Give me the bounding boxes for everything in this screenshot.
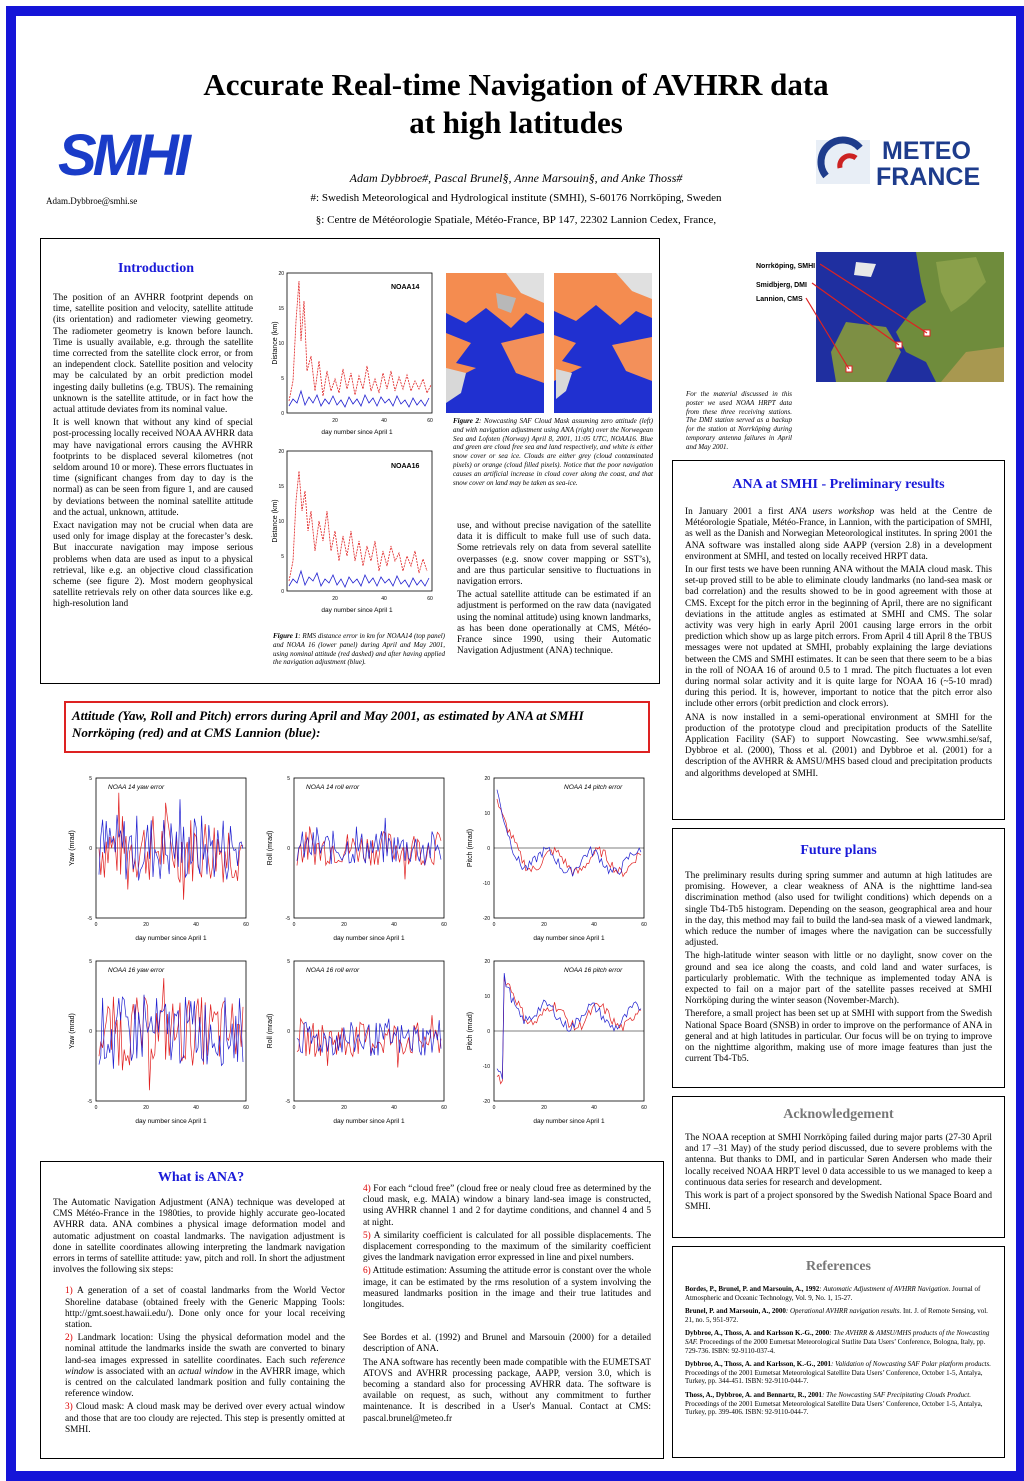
fig1-top-label: NOAA14 xyxy=(391,284,420,291)
panel-xtick: 20 xyxy=(143,922,149,928)
ana-results-text xyxy=(673,493,1004,780)
panel-label: NOAA 14 roll error xyxy=(306,784,360,791)
fig1-caption-text: : RMS distance error in km for NOAA14 (top panel) and NOAA 16 (lower panel) during April and May 2001, using nominal attitude (red dashed) and after having applied the navigation adjustment (blue). xyxy=(273,632,446,667)
reference-source: Int. J. of Remote Sensing, vol. 21, no. 5, 951-972. xyxy=(685,1307,988,1324)
reference-authors: Dybbroe, A., Thoss, A. and Karlsson, K.-G., 2001 xyxy=(685,1360,831,1369)
ana-step-1 xyxy=(53,1286,345,1331)
panel-xtick: 40 xyxy=(391,1105,397,1111)
panel-xlabel: day number since April 1 xyxy=(333,1118,405,1125)
reference-item xyxy=(685,1391,992,1417)
series-smhi-red xyxy=(497,977,641,1083)
panel-xtick: 0 xyxy=(492,1105,496,1111)
reference-title: : Validation of Nowcasting SAF Polar platform products. xyxy=(831,1360,991,1369)
step-text: For each “cloud free” (cloud free or nealy cloud free as determined by the cloud mask, e.g. MAIA) window a binary land-sea image is constructed, using AVHRR channel 1 and 2 for daytime conditions, and channel 4 and 5 at night. xyxy=(363,1184,651,1228)
references-heading: References xyxy=(805,1259,872,1274)
acknowledgement-box xyxy=(672,1096,1005,1238)
attitude-panel xyxy=(467,776,647,942)
ack-paragraph: This work is part of a project sponsored by the Swedish National Space Board and SMHI. xyxy=(685,1191,992,1213)
panel-ylabel: Yaw (mrad) xyxy=(69,1013,76,1049)
what-is-ana-heading: What is ANA? xyxy=(157,1170,245,1185)
panel-xtick: 0 xyxy=(292,1105,296,1111)
fig1-bottom-red-series xyxy=(289,471,427,581)
panel-xlabel: day number since April 1 xyxy=(533,1118,605,1125)
panel-ytick: 10 xyxy=(484,811,490,817)
whatis-paragraph: The ANA software has recently been made compatible with the EUMETSAT ATOVS and AVHRR processing package, AAPP, version 3.0, which is becoming a standard also for processing AVHRR data. The software is available on request, as such, without any commitment to further maintenance. It is described in a User's Manual. Contact at CMS: pascal.brunel@meteo.fr xyxy=(363,1357,651,1424)
panel-xtick: 20 xyxy=(341,922,347,928)
panel-ytick: 20 xyxy=(484,959,490,965)
panel-xtick: 0 xyxy=(492,922,496,928)
panel-ytick: -10 xyxy=(482,1064,490,1070)
panel-xlabel: day number since April 1 xyxy=(135,1118,207,1125)
fig1-ytick: 0 xyxy=(281,411,284,417)
panel-ytick: -10 xyxy=(482,881,490,887)
panel-xlabel: day number since April 1 xyxy=(135,935,207,942)
ana-results-paragraph: ANA is now installed in a semi-operational environment at SMHI for the production of the prototype cloud and precipitation products of the Satellite Application Facility (SAF) to support Nowcasting. See www.smhi.se/saf, Dybbroe et al. (2000), Thoss et al. (2001) and Dybbroe et al. (2001) for a description of the AVHRR & AMSU/MHS based cloud and precipitation products and algorithms developed at SMHI. xyxy=(685,712,992,779)
panel-xtick: 60 xyxy=(243,922,249,928)
panel-xtick: 60 xyxy=(641,922,647,928)
fig1-top-red-series xyxy=(289,281,431,401)
panel-xtick: 40 xyxy=(591,922,597,928)
step-number: 6) xyxy=(363,1266,371,1277)
fig1-ytick: 15 xyxy=(278,484,284,490)
author-list: Adam Dybbroe#, Pascal Brunel§, Anne Marsouin§, and Anke Thoss# xyxy=(349,171,683,185)
what-is-ana-right-column xyxy=(363,1184,651,1427)
panel-ylabel: Roll (mrad) xyxy=(267,1013,274,1049)
attitude-error-charts xyxy=(56,766,666,1136)
ana-step-5 xyxy=(363,1231,651,1265)
fig1-ytick: 5 xyxy=(281,554,284,560)
panel-ytick: 20 xyxy=(484,776,490,782)
panel-ytick: 5 xyxy=(89,959,92,965)
fig1-xtick: 40 xyxy=(381,418,387,424)
references-box xyxy=(672,1246,1005,1458)
ana-step-3 xyxy=(53,1402,345,1436)
panel-xtick: 40 xyxy=(193,1105,199,1111)
panel-xtick: 40 xyxy=(591,1105,597,1111)
panel-ytick: 5 xyxy=(89,776,92,782)
reference-item xyxy=(685,1329,992,1355)
ana-results-heading: ANA at SMHI - Preliminary results xyxy=(732,477,945,492)
reference-authors: Dybbroe, A., Thoss, A. and Karlsson K.-G., 2000 xyxy=(685,1329,830,1338)
panel-xtick: 20 xyxy=(341,1105,347,1111)
reference-authors: Bordes, P., Brunel, P. and Marsouin, A., 1992 xyxy=(685,1285,820,1293)
figure-2-caption xyxy=(453,417,653,487)
smhi-logo: SMHI xyxy=(58,123,187,188)
fig1-top-panel xyxy=(272,271,433,424)
what-is-ana-left-column xyxy=(53,1198,345,1438)
map-caption: For the material discussed in this poster we used NOAA HRPT data from these three receiving stations. The DMI station served as a backup for the station at Norrköping during temporary antenna failures in April and May 2001. xyxy=(686,390,792,451)
step-text: in the AVHRR image, which is centred on the calculated landmark position and fully containing the reference window. xyxy=(65,1366,345,1400)
introduction-heading: Introduction xyxy=(118,261,194,276)
panel-xtick: 0 xyxy=(292,922,296,928)
fig1-bottom-panel xyxy=(272,449,433,602)
ana-p1-workshop: ANA users workshop xyxy=(789,507,875,517)
introduction-text-continued xyxy=(457,521,651,659)
intro-paragraph: Exact navigation may not be crucial when data are used only for image display at the forecaster’s desk. But inaccurate navigation may impose serious problems when data are used as input to a physical retrieval, like e.g. an objective cloud classification scheme (see figure 2). Most modern geophysical satellite retrievals rely on other data sources like e.g. high-resolution land xyxy=(53,521,253,610)
step-text: Cloud mask: A cloud mask may be derived over every actual window and those that are too cloudy are rejected. This step is presently omitted at SMHI. xyxy=(65,1402,345,1435)
intro-paragraph: The actual satellite attitude can be estimated if an adjustment is performed on the raw data (navigated using the nominal attitude) using known landmarks, as has been done operationally at CMS, Météo-France since 1990, using their Automatic Navigation Adjustment (ANA) technique. xyxy=(457,590,651,657)
introduction-text xyxy=(53,293,253,613)
cloud-mask-left-image xyxy=(446,273,544,413)
panel-xlabel: day number since April 1 xyxy=(333,935,405,942)
panel-label: NOAA 14 pitch error xyxy=(564,784,623,791)
fig1-caption-label: Figure 1 xyxy=(273,632,299,640)
panel-xtick: 0 xyxy=(94,922,98,928)
acknowledgement-text xyxy=(673,1123,1004,1213)
whatis-paragraph: The Automatic Navigation Adjustment (ANA) technique was developed at CMS Météo-France in the 1980ties, to provide highly accurate geo-located AVHRR data. ANA combines a physical image deformation model and automatic adjustment on coastal landmarks. The navigation adjustment is done in satellite coordinates allowing interpreting the landmark navigation errors in terms of satellite attitude: yaw, pitch and roll. In short the adjustment involves the following six steps: xyxy=(53,1198,345,1276)
ana-results-paragraph: In our first tests we have been running ANA without the MAIA cloud mask. This set-up proved still to be able to eliminate cloudy landmarks (no land-sea mask or bad correlation) and the results showed to be in good agreement with those at CMS. Except for the pitch error in the beginning of April, there are no significant deviations in the attitude angles as estimated at SMHI and CMS. The solar activity was very high in early April 2001 causing large errors in the orbit prediction which show up as large pitch errors. From April 4 till April 8 the TBUS messages were not updated at SMHI, probably explaining the large deviations between the CMS and SMHI estimates. It can be seen that there seem to be a bias in the roll of NOAA 16 of around 0.5 to 1 mrad. The pitch fluctuates a lot even during normal solar activity and it is quite large for NOAA 16 (~5-10 mrad) during this period. It is, however, important to notice that the pitch error also include other errors (orbit prediction and clock errors). xyxy=(685,565,992,710)
panel-ytick: -20 xyxy=(482,916,490,922)
fig1-ytick: 5 xyxy=(281,376,284,382)
step-text: Attitude estimation: Assuming the attitude error is constant over the whole image, it can be estimated by the rms resolution of a system involving the measured landmarks position in the image and their true latitudes and longitudes. xyxy=(363,1266,651,1311)
intro-paragraph: It is well known that without any kind of special post-processing locally received NOAA AVHRR data may have navigational errors causing the AVHRR footprints to be displaced several kilometres (not seldom around 10 or more). These errors fluctuates in time (significant changes from day to day is the normal) as can be seen from figure 1, and are caused by deviations between the nominal satellite attitude and the actual, unknown, attitude. xyxy=(53,418,253,518)
ana-step-2 xyxy=(53,1333,345,1400)
reference-source: Proceedings of the 2000 Eumetsat Meteorological Statlite Data Users’ Conference, Bologna, Italy, pp. 729-736. ISBN: 92-9110-037-4. xyxy=(685,1337,986,1355)
series-smhi-red xyxy=(297,1015,441,1067)
fig1-ytick: 0 xyxy=(281,589,284,595)
affiliation-smhi: #: Swedish Meteorological and Hydrological institute (SMHI), S-60176 Norrköping, Sweden xyxy=(310,192,722,204)
panel-label: NOAA 16 yaw error xyxy=(108,967,165,974)
panel-ytick: -5 xyxy=(87,916,92,922)
logo-text-france: FRANCE xyxy=(876,163,981,190)
acknowledgement-heading: Acknowledgement xyxy=(783,1107,894,1122)
attitude-heading-box: Attitude (Yaw, Roll and Pitch) errors during April and May 2001, as estimated by ANA at SMHI Norrköping (red) and at CMS Lannion (blue): xyxy=(64,701,650,753)
cloud-mask-right-image xyxy=(554,273,652,413)
ana-p1-end: was held at the Centre de Météorologie Spatiale, Météo-France, in Lannion, with the participation of SMHI, as well as the Danish and Norwegian Meteorological institutes. In spring 2001 the ANA software was installed along side AAPP (version 2.8) in a development environment at SMHI, and tested on locally received HRPT data. xyxy=(685,507,992,562)
map-label-norrkoping: Norrköping, SMHI xyxy=(756,263,816,270)
future-plans-heading: Future plans xyxy=(800,843,877,858)
panel-label: NOAA 14 yaw error xyxy=(108,784,165,791)
reference-authors: Thoss, A., Dybbroe, A. and Bennartz, R., 2001 xyxy=(685,1390,822,1399)
series-cms-blue xyxy=(497,790,641,877)
panel-ylabel: Pitch (mrad) xyxy=(467,1011,474,1051)
fig1-ytick: 20 xyxy=(278,449,284,455)
fig1-xtick: 40 xyxy=(381,596,387,602)
map-label-smidbjerg: Smidbjerg, DMI xyxy=(756,282,807,289)
ana-results-paragraph xyxy=(685,507,992,563)
step-number: 5) xyxy=(363,1230,371,1241)
panel-xlabel: day number since April 1 xyxy=(533,935,605,942)
references-list xyxy=(673,1275,1004,1417)
affiliation-cms: §: Centre de Météorologie Spatiale, Météo-France, BP 147, 22302 Lannion Cedex, France, xyxy=(315,214,717,226)
step-number: 4) xyxy=(363,1184,371,1194)
panel-xtick: 20 xyxy=(143,1105,149,1111)
future-paragraph: The high-latitude winter season with little or no daylight, snow cover on the ground and sea ice along the coasts, and cold land and water surfaces, is particularly problematic. With the technique as implemented today ANA is expected to fail on a major part of the satellite passes received at SMHI Norrköping during the winter season (November-March). xyxy=(685,951,992,1007)
receiving-stations-map xyxy=(736,242,1006,382)
reference-title: : Operational AVHRR navigation results. xyxy=(785,1307,902,1316)
step-text: A similarity coefficient is calculated for all possible displacements. The displacement corresponding to the maximum of the similarity coefficient gives the landmark navigation error expressed in line and pixel numbers. xyxy=(363,1230,651,1264)
panel-xtick: 60 xyxy=(441,922,447,928)
attitude-panel xyxy=(267,776,447,942)
reference-title: : The AVHRR & AMSU/MHS products of the Nowcasting SAF. xyxy=(685,1329,990,1346)
intro-paragraph: The position of an AVHRR footprint depends on time, satellite position and velocity, satellite attitude (its orientation) and radiometer viewing geometry. The radiometer geometry is known before launch. Time is usually available, e.g. through the satellite time corrected from the satellite clock error, or from an independent clock. Satellite position and velocity may be calculated by an orbit prediction model ingesting daily bulletins (e.g. TBUS). The remaining unknown is the satellite attitude, or in fact how the actual attitude deviates from its nominal value. xyxy=(53,293,253,416)
ana-step-6 xyxy=(363,1266,651,1311)
fig1-top-blue-series xyxy=(289,391,429,407)
figure-1-caption xyxy=(273,632,445,667)
figure-2-cloud-mask-images xyxy=(446,273,652,413)
panel-xtick: 60 xyxy=(641,1105,647,1111)
title-line-2: at high latitudes xyxy=(409,105,623,140)
step-number: 3) xyxy=(65,1402,73,1413)
fig1-bottom-label: NOAA16 xyxy=(391,463,420,470)
fig1-xtick: 60 xyxy=(427,418,433,424)
panel-ytick: 0 xyxy=(89,1029,92,1035)
attitude-panel xyxy=(69,959,249,1125)
panel-xtick: 60 xyxy=(243,1105,249,1111)
whatis-paragraph: See Bordes et al. (1992) and Brunel and Marsouin (2000) for a detailed description of ANA. xyxy=(363,1333,651,1355)
step-text: Landmark location: Using the physical deformation model and the nominal attitude the landmarks inside the swath are converted to binary land-sea images expressed in satellite coordinates. Each such xyxy=(65,1333,345,1366)
panel-ytick: 0 xyxy=(89,846,92,852)
fig2-caption-label: Figure 2 xyxy=(453,417,479,425)
attitude-panel xyxy=(69,776,249,942)
figure-1-distance-error xyxy=(267,261,442,631)
panel-ylabel: Pitch (mrad) xyxy=(467,828,474,868)
panel-xtick: 40 xyxy=(193,922,199,928)
fig2-caption-text: : Nowcasting SAF Cloud Mask assuming zero attitude (left) and with navigation adjustment using ANA (right) over the Norwegean Sea and Lofoten (Norway) April 8, 2001, 11:05 UTC, NOAA16. Blue and green are cloud free sea and land respectively, and white is either snow cover or sea ice. Clouds are either grey (cloud contaminated pixels) or orange (cloud filled pixels). Notice that the poor navigation causes an artificial increase in cloud cover along the coast, and that snow cover on land may be taken as sea-ice. xyxy=(453,417,654,487)
future-paragraph: The preliminary results during spring summer and autumn at high latitudes are promising. However, a clear weakness of ANA is the nighttime land-sea discrimination method (also used for twilight conditions) which depends on a single Tb4-Tb5 histogram. Depending on the season, geographical area and hour in the day, this method may fail to build the land-sea mask of a viewed landmark, which reduce the number of images where the navigation can be successfully adjusted. xyxy=(685,871,992,949)
panel-ylabel: Roll (mrad) xyxy=(267,830,274,866)
series-smhi-red xyxy=(99,978,243,1090)
reference-title: : Automatic Adjustment of AVHRR Navigation. xyxy=(819,1285,951,1293)
fig1-xtick: 20 xyxy=(332,596,338,602)
fig1-xtick: 20 xyxy=(332,418,338,424)
fig1-bottom-xlabel: day number since April 1 xyxy=(321,607,393,614)
panel-ytick: 0 xyxy=(287,846,290,852)
what-is-ana-box xyxy=(40,1161,664,1459)
panel-ylabel: Yaw (mrad) xyxy=(69,830,76,866)
fig1-ytick: 20 xyxy=(278,271,284,277)
step-number: 2) xyxy=(65,1333,73,1344)
reference-item xyxy=(685,1360,992,1386)
panel-xtick: 20 xyxy=(541,922,547,928)
reference-source: Journal of Atmospheric and Oceanic Technology, Vol. 9, No. 1, 15-27. xyxy=(685,1285,981,1302)
poster-frame xyxy=(6,6,1024,1481)
fig1-bottom-ylabel: Distance (km) xyxy=(272,499,279,543)
fig1-bottom-blue-series xyxy=(289,571,429,587)
future-paragraph: Therefore, a small project has been set up at SMHI with support from the Swedish National Space Board (SNSB) in order to improve on the performance of ANA in general and at high latitudes in particular. Our focus will be on trying to improve on the nighttime algorithm, making use of more image features than just the current Tb4-Tb5. xyxy=(685,1009,992,1065)
panel-xtick: 40 xyxy=(391,922,397,928)
panel-xtick: 0 xyxy=(94,1105,98,1111)
panel-ytick: -5 xyxy=(285,916,290,922)
series-smhi-red xyxy=(297,827,441,880)
panel-label: NOAA 16 pitch error xyxy=(564,967,623,974)
reference-item xyxy=(685,1285,992,1302)
fig1-ytick: 10 xyxy=(278,341,284,347)
introduction-box xyxy=(40,238,660,684)
panel-ytick: 0 xyxy=(287,1029,290,1035)
ack-paragraph: The NOAA reception at SMHI Norrköping failed during major parts (27-30 April and 17 –31 May) of the study period discussed, due to severe problems with the antenna. But thanks to DMI, and in particular Søren Andersen who made their locally received NOAA HRPT level 0 data accessible to us we managed to keep a continuous data series for research and development. xyxy=(685,1133,992,1188)
ana-step-4 xyxy=(363,1184,651,1229)
attitude-panel xyxy=(467,959,647,1125)
map-label-lannion: Lannion, CMS xyxy=(756,296,803,303)
reference-authors: Brunel, P. and Marsouin, A., 2000 xyxy=(685,1307,786,1316)
panel-ytick: 5 xyxy=(287,959,290,965)
fig1-ytick: 10 xyxy=(278,519,284,525)
fig1-xtick: 60 xyxy=(427,596,433,602)
panel-ytick: 0 xyxy=(487,846,490,852)
future-plans-box xyxy=(672,828,1005,1088)
logo-text-meteo: METEO xyxy=(882,137,971,165)
panel-label: NOAA 16 roll error xyxy=(306,967,360,974)
ana-results-box xyxy=(672,460,1005,820)
fig1-ytick: 15 xyxy=(278,306,284,312)
fig1-top-xlabel: day number since April 1 xyxy=(321,429,393,436)
author-email: Adam.Dybbroe@smhi.se xyxy=(46,196,138,206)
step-text-italic: reference window xyxy=(65,1355,345,1377)
panel-ytick: -20 xyxy=(482,1099,490,1105)
panel-ytick: -5 xyxy=(87,1099,92,1105)
reference-item xyxy=(685,1307,992,1324)
step-text: is associated with an xyxy=(93,1366,179,1377)
fig1-top-ylabel: Distance (km) xyxy=(272,321,279,365)
attitude-panel xyxy=(267,959,447,1125)
panel-xtick: 20 xyxy=(541,1105,547,1111)
panel-ytick: 10 xyxy=(484,994,490,1000)
ana-p1-start: In January 2001 a first xyxy=(685,507,790,517)
step-number: 1) xyxy=(65,1286,73,1297)
series-cms-blue xyxy=(297,818,441,865)
panel-xtick: 60 xyxy=(441,1105,447,1111)
panel-ytick: 5 xyxy=(287,776,290,782)
reference-source: Proceedings of the 2001 Eumetsat Meteorological Satellite Data Users’ Conference, October 1-5, Antalya, Turkey, pp. 399-406. ISBN: 92-9110-044-7. xyxy=(685,1399,983,1417)
series-smhi-red xyxy=(497,799,641,877)
intro-paragraph: use, and without precise navigation of the satellite data it is difficult to make full use of such data. Some retrievals rely on data from several satellite overpasses (e.g. snow cover mapping or SST’s), and are thus particular sensitive to fluctuations in navigation errors. xyxy=(457,521,651,588)
panel-ytick: -5 xyxy=(285,1099,290,1105)
panel-ytick: 0 xyxy=(487,1029,490,1035)
step-text-italic: actual window xyxy=(178,1366,234,1377)
step-text: A generation of a set of coastal landmarks from the World Vector Shoreline database (obtained freely with the Generic Mapping Tools: http://gmt.soest.hawaii.edu/). Done only once for your local receiving station. xyxy=(65,1286,345,1331)
title-line-1: Accurate Real-time Navigation of AVHRR data xyxy=(203,67,829,102)
reference-title: : The Nowcasting SAF Precipitating Clouds Product. xyxy=(821,1390,971,1399)
future-plans-text xyxy=(673,859,1004,1065)
reference-source: Proceedings of the 2001 Eumetsat Meteorological Satellite Data Users’ Conference, October 1-5, Antalya, Turkey, pp. 344-451. ISBN: 92-9110-044-7. xyxy=(685,1368,983,1386)
